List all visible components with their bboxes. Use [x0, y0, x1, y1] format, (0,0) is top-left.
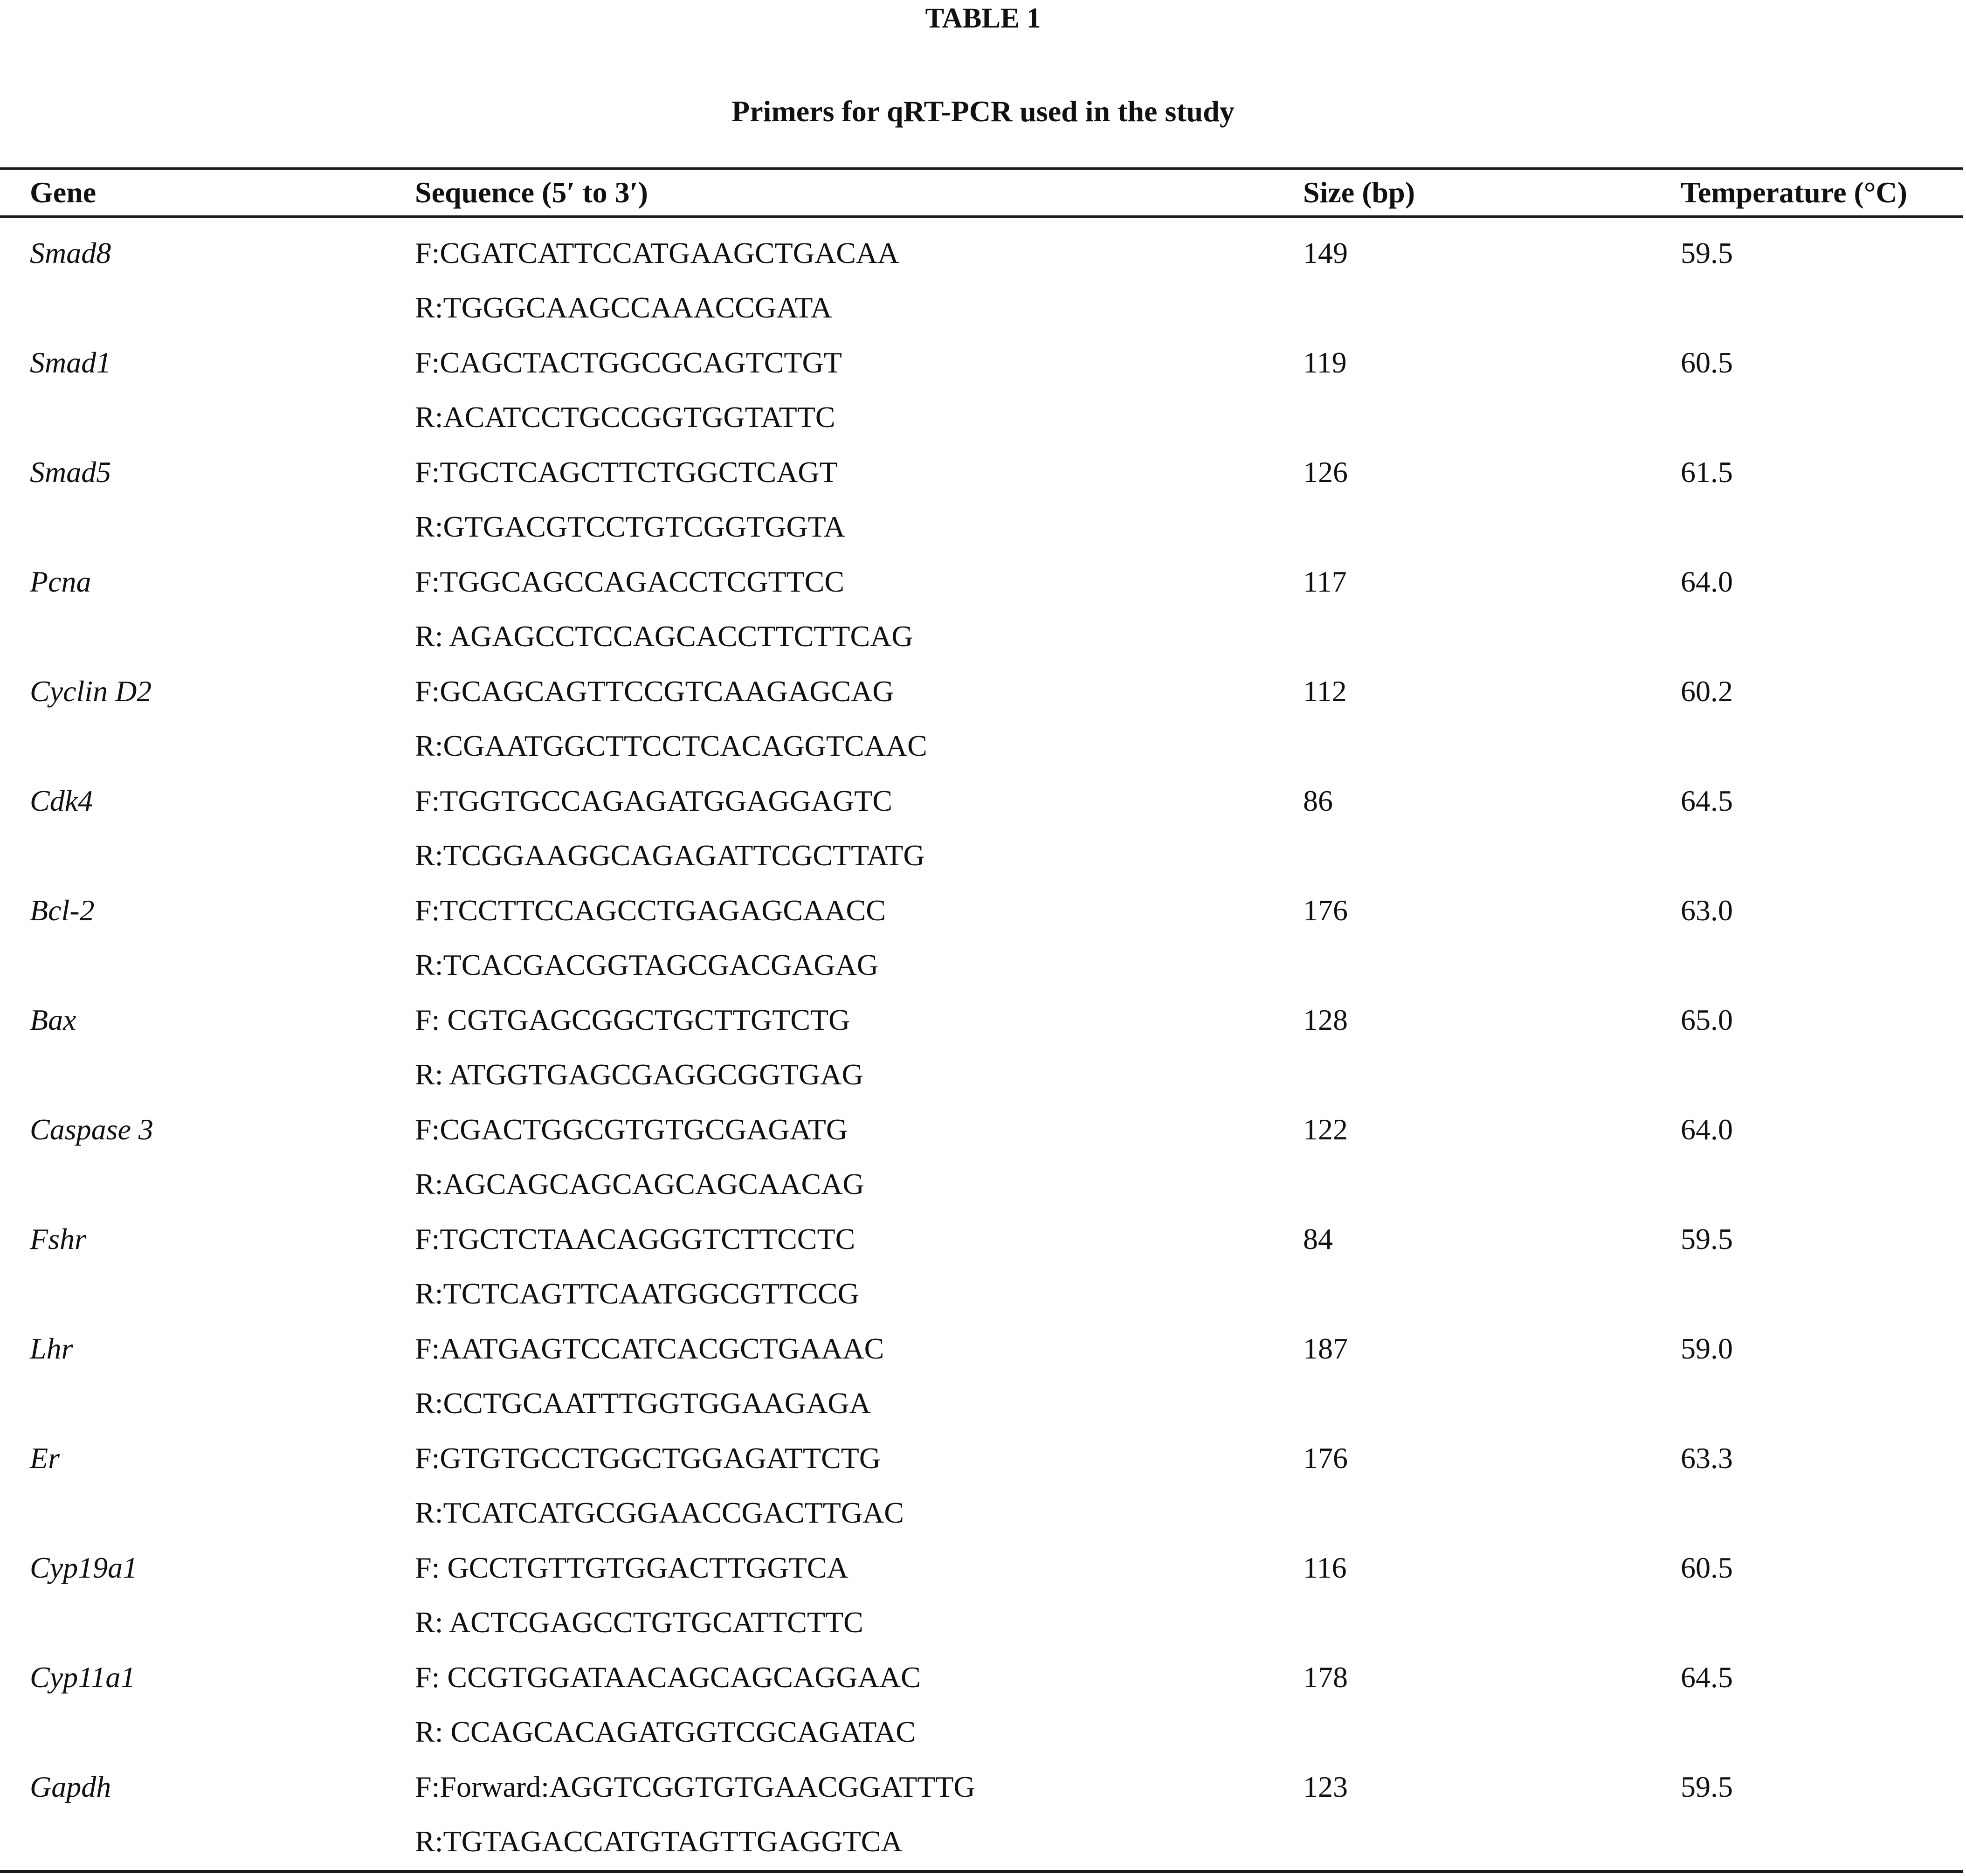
- table-row: [0, 664, 1963, 719]
- empty-cell: [0, 1814, 415, 1869]
- primer-table: [0, 170, 1963, 1869]
- size-cell: 149: [1303, 236, 1348, 269]
- forward-primer-cell: F:CAGCTACTGGCGCAGTCTGT: [415, 345, 842, 379]
- empty-cell: [1681, 609, 1963, 664]
- gene-cell: Er: [30, 1441, 60, 1475]
- size-cell: 176: [1303, 1441, 1348, 1475]
- table-row: [0, 226, 1963, 281]
- column-header-size: Size (bp): [1303, 176, 1415, 209]
- table-caption: Primers for qRT-PCR used in the study: [731, 95, 1235, 128]
- size-cell: 126: [1303, 455, 1348, 489]
- table-row-reverse: [0, 1814, 1963, 1869]
- table-row-reverse: [0, 281, 1963, 336]
- empty-cell: [0, 1048, 415, 1103]
- empty-cell: [1681, 938, 1963, 993]
- empty-cell: [1303, 938, 1681, 993]
- gene-cell: Lhr: [30, 1331, 73, 1365]
- empty-cell: [1681, 1376, 1963, 1431]
- forward-primer-cell: F:GTGTGCCTGGCTGGAGATTCTG: [415, 1441, 881, 1475]
- gene-cell: Bcl-2: [30, 893, 95, 927]
- table-row-reverse: [0, 1595, 1963, 1650]
- forward-primer-cell: F:GCAGCAGTTCCGTCAAGAGCAG: [415, 674, 894, 708]
- empty-cell: [0, 1705, 415, 1760]
- reverse-primer-cell: R:AGCAGCAGCAGCAGCAACAG: [415, 1167, 864, 1201]
- table-row: [0, 1102, 1963, 1157]
- table-row: [0, 1431, 1963, 1486]
- empty-cell: [0, 609, 415, 664]
- empty-cell: [0, 1267, 415, 1322]
- table-row-reverse: [0, 1048, 1963, 1103]
- reverse-primer-cell: R: ACTCGAGCCTGTGCATTCTTC: [415, 1606, 863, 1639]
- table-row: [0, 1540, 1963, 1595]
- size-cell: 116: [1303, 1551, 1347, 1584]
- empty-cell: [0, 1595, 415, 1650]
- table-row: [0, 1212, 1963, 1267]
- size-cell: 86: [1303, 784, 1333, 817]
- size-cell: 84: [1303, 1222, 1333, 1255]
- empty-cell: [1681, 281, 1963, 336]
- forward-primer-cell: F:TGGCAGCCAGACCTCGTTCC: [415, 565, 844, 598]
- empty-cell: [1681, 390, 1963, 445]
- table-row-reverse: [0, 1486, 1963, 1541]
- empty-cell: [1303, 1157, 1681, 1212]
- table-row: [0, 335, 1963, 390]
- empty-cell: [1303, 1705, 1681, 1760]
- temperature-cell: 59.5: [1681, 236, 1733, 269]
- empty-cell: [0, 828, 415, 883]
- reverse-primer-cell: R:GTGACGTCCTGTCGGTGGTA: [415, 510, 845, 544]
- temperature-cell: 64.5: [1681, 1660, 1733, 1694]
- reverse-primer-cell: R: CCAGCACAGATGGTCGCAGATAC: [415, 1715, 916, 1749]
- table-row: [0, 1321, 1963, 1376]
- table-row: [0, 1759, 1963, 1814]
- empty-cell: [1303, 719, 1681, 774]
- gene-cell: Fshr: [30, 1222, 86, 1255]
- temperature-cell: 64.0: [1681, 565, 1733, 598]
- forward-primer-cell: F:TGGTGCCAGAGATGGAGGAGTC: [415, 784, 892, 817]
- size-cell: 178: [1303, 1660, 1348, 1694]
- reverse-primer-cell: R:TCGGAAGGCAGAGATTCGCTTATG: [415, 839, 925, 872]
- forward-primer-cell: F:TGCTCAGCTTCTGGCTCAGT: [415, 455, 838, 489]
- gene-cell: Smad1: [30, 345, 111, 379]
- empty-cell: [1303, 1814, 1681, 1869]
- table-row-reverse: [0, 1705, 1963, 1760]
- reverse-primer-cell: R:TCTCAGTTCAATGGCGTTCCG: [415, 1277, 859, 1310]
- empty-cell: [1303, 609, 1681, 664]
- table-row-reverse: [0, 1157, 1963, 1212]
- size-cell: 128: [1303, 1003, 1348, 1036]
- empty-cell: [1681, 1048, 1963, 1103]
- temperature-cell: 60.2: [1681, 674, 1733, 708]
- empty-cell: [0, 719, 415, 774]
- size-cell: 122: [1303, 1112, 1348, 1146]
- gene-cell: Cyclin D2: [30, 674, 152, 708]
- temperature-cell: 60.5: [1681, 345, 1733, 379]
- bottom-rule: [0, 1870, 1963, 1873]
- reverse-primer-cell: R: AGAGCCTCCAGCACCTTCTTCAG: [415, 620, 913, 653]
- gene-cell: Bax: [30, 1003, 76, 1036]
- table-row: [0, 773, 1963, 828]
- table-row: [0, 883, 1963, 938]
- table-row: [0, 445, 1963, 500]
- empty-cell: [1303, 1595, 1681, 1650]
- temperature-cell: 64.5: [1681, 784, 1733, 817]
- column-header-sequence: Sequence (5′ to 3′): [415, 176, 648, 209]
- forward-primer-cell: F: CGTGAGCGGCTGCTTGTCTG: [415, 1003, 850, 1036]
- empty-cell: [1681, 1595, 1963, 1650]
- column-header-gene: Gene: [30, 176, 97, 209]
- empty-cell: [0, 281, 415, 336]
- size-cell: 187: [1303, 1331, 1348, 1365]
- empty-cell: [1303, 828, 1681, 883]
- size-cell: 123: [1303, 1770, 1348, 1803]
- temperature-cell: 64.0: [1681, 1112, 1733, 1146]
- size-cell: 112: [1303, 674, 1347, 708]
- forward-primer-cell: F:TGCTCTAACAGGGTCTTCCTC: [415, 1222, 855, 1255]
- table-row-reverse: [0, 938, 1963, 993]
- table-row-reverse: [0, 500, 1963, 555]
- reverse-primer-cell: R:TCACGACGGTAGCGACGAGAG: [415, 948, 879, 982]
- empty-cell: [1681, 1157, 1963, 1212]
- header-row: [0, 170, 1963, 215]
- gene-cell: Caspase 3: [30, 1112, 153, 1146]
- empty-cell: [0, 1376, 415, 1431]
- size-cell: 176: [1303, 893, 1348, 927]
- gene-cell: Cyp19a1: [30, 1551, 138, 1584]
- empty-cell: [0, 938, 415, 993]
- reverse-primer-cell: R:CCTGCAATTTGGTGGAAGAGA: [415, 1386, 871, 1420]
- empty-cell: [1681, 1267, 1963, 1322]
- forward-primer-cell: F: CCGTGGATAACAGCAGCAGGAAC: [415, 1660, 921, 1694]
- table-row-reverse: [0, 1376, 1963, 1431]
- empty-cell: [1681, 828, 1963, 883]
- empty-cell: [0, 1157, 415, 1212]
- gene-cell: Pcna: [30, 565, 91, 598]
- table-row: [0, 554, 1963, 609]
- table-label: TABLE 1: [925, 3, 1041, 34]
- forward-primer-cell: F: GCCTGTTGTGGACTTGGTCA: [415, 1551, 848, 1584]
- empty-cell: [1303, 281, 1681, 336]
- temperature-cell: 59.0: [1681, 1331, 1733, 1365]
- temperature-cell: 63.0: [1681, 893, 1733, 927]
- reverse-primer-cell: R:TGGGCAAGCCAAACCGATA: [415, 291, 832, 324]
- table-row-reverse: [0, 609, 1963, 664]
- temperature-cell: 59.5: [1681, 1770, 1733, 1803]
- empty-cell: [1681, 500, 1963, 555]
- temperature-cell: 65.0: [1681, 1003, 1733, 1036]
- spacer-row: [0, 215, 1963, 226]
- reverse-primer-cell: R:TGTAGACCATGTAGTTGAGGTCA: [415, 1825, 903, 1858]
- empty-cell: [1681, 1814, 1963, 1869]
- empty-cell: [0, 1486, 415, 1541]
- table-row-reverse: [0, 1267, 1963, 1322]
- forward-primer-cell: F:TCCTTCCAGCCTGAGAGCAACC: [415, 893, 886, 927]
- reverse-primer-cell: R:CGAATGGCTTCCTCACAGGTCAAC: [415, 729, 927, 763]
- reverse-primer-cell: R:ACATCCTGCCGGTGGTATTC: [415, 400, 835, 434]
- forward-primer-cell: F:CGATCATTCCATGAAGCTGACAA: [415, 236, 899, 269]
- table-body: [0, 215, 1963, 1869]
- size-cell: 117: [1303, 565, 1347, 598]
- gene-cell: Smad5: [30, 455, 111, 489]
- gene-cell: Smad8: [30, 236, 111, 269]
- empty-cell: [0, 500, 415, 555]
- empty-cell: [0, 390, 415, 445]
- table-row-reverse: [0, 390, 1963, 445]
- empty-cell: [1303, 1048, 1681, 1103]
- table-row: [0, 993, 1963, 1048]
- reverse-primer-cell: R: ATGGTGAGCGAGGCGGTGAG: [415, 1058, 863, 1091]
- temperature-cell: 59.5: [1681, 1222, 1733, 1255]
- empty-cell: [1681, 1705, 1963, 1760]
- forward-primer-cell: F:CGACTGGCGTGTGCGAGATG: [415, 1112, 848, 1146]
- gene-cell: Gapdh: [30, 1770, 111, 1803]
- gene-cell: Cdk4: [30, 784, 93, 817]
- empty-cell: [1681, 719, 1963, 774]
- temperature-cell: 61.5: [1681, 455, 1733, 489]
- reverse-primer-cell: R:TCATCATGCGGAACCGACTTGAC: [415, 1496, 904, 1530]
- table-row: [0, 1650, 1963, 1705]
- size-cell: 119: [1303, 345, 1347, 379]
- table-row-reverse: [0, 719, 1963, 774]
- gene-cell: Cyp11a1: [30, 1660, 136, 1694]
- empty-cell: [1303, 390, 1681, 445]
- forward-primer-cell: F:Forward:AGGTCGGTGTGAACGGATTTG: [415, 1770, 975, 1803]
- empty-cell: [1303, 1376, 1681, 1431]
- temperature-cell: 60.5: [1681, 1551, 1733, 1584]
- empty-cell: [1681, 1486, 1963, 1541]
- temperature-cell: 63.3: [1681, 1441, 1733, 1475]
- empty-cell: [1303, 1486, 1681, 1541]
- empty-cell: [1303, 500, 1681, 555]
- column-header-temperature: Temperature (°C): [1681, 176, 1907, 209]
- empty-cell: [1303, 1267, 1681, 1322]
- table-row-reverse: [0, 828, 1963, 883]
- forward-primer-cell: F:AATGAGTCCATCACGCTGAAAC: [415, 1331, 884, 1365]
